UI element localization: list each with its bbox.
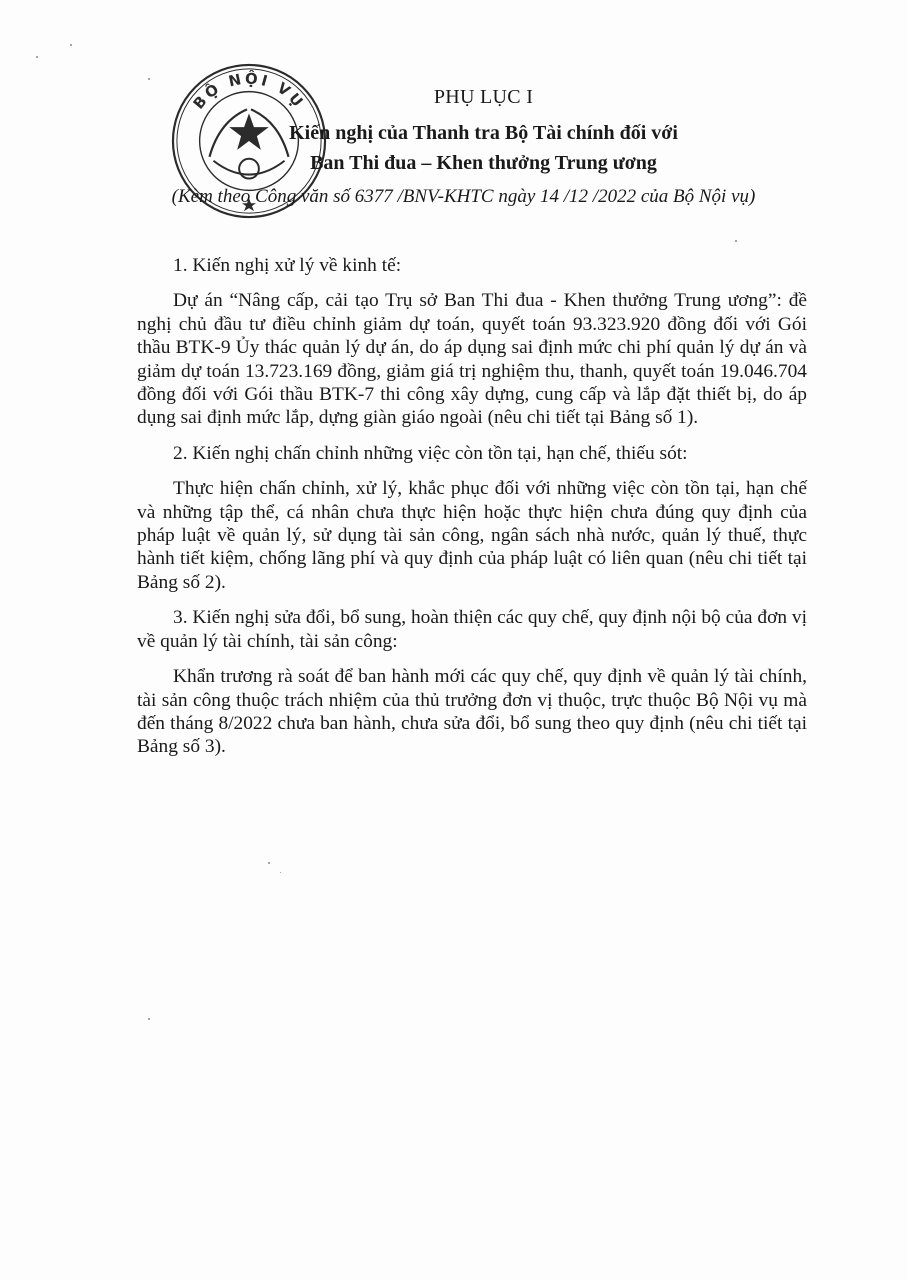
document-body (137, 254, 807, 759)
section-2-text: Thực hiện chấn chỉnh, xử lý, khắc phục đối với những việc còn tồn tại, hạn chế và những tập thể, cá nhân chưa thực hiện hoặc thực hiện chưa đúng quy định của pháp luật về quản lý, sử dụng tài sản công, ngân sách nhà nước, quản lý thuế, thực hành tiết kiệm, chống lãng phí và quy định của pháp luật có liên quan (nêu chi tiết tại Bảng số 2). (137, 478, 807, 593)
scan-speck (70, 44, 72, 46)
page-title: PHỤ LỤC I (433, 86, 534, 108)
attachment-note: (Kèm theo Công văn số 6377 /BNV-KHTC ngày 14 /12 /2022 của Bộ Nội vụ) (171, 186, 756, 207)
section-1-heading: 1. Kiến nghị xử lý về kinh tế: (173, 255, 402, 276)
subtitle-line-1: Kiến nghị của Thanh tra Bộ Tài chính đối với (289, 122, 678, 144)
scan-speck (268, 862, 270, 864)
scan-speck (280, 872, 281, 873)
section-2-heading: 2. Kiến nghị chấn chỉnh những việc còn tồn tại, hạn chế, thiếu sót: (173, 442, 688, 464)
scan-speck (148, 78, 150, 80)
section-3-heading: 3. Kiến nghị sửa đổi, bổ sung, hoàn thiện các quy chế, quy định nội bộ của đơn vị về quản lý tài chính, tài sản công: (137, 607, 807, 652)
svg-text:BỘ NỘI VỤ: BỘ NỘI VỤ (190, 70, 308, 113)
scan-speck (148, 1018, 150, 1020)
section-1-text: Dự án “Nâng cấp, cải tạo Trụ sở Ban Thi đua - Khen thưởng Trung ương”: đề nghị chủ đầu tư điều chỉnh giảm dự toán, quyết toán 93.323.920 đồng đối với Gói thầu BTK-9 Ủy thác quản lý dự án, do áp dụng sai định mức chi phí quản lý dự án và giảm dự toán 13.723.169 đồng, giảm giá trị nghiệm thu, thanh, quyết toán 19.046.704 đồng đối với Gói thầu BTK-7 thi công xây dựng, cung cấp và lắp đặt thiết bị, do áp dụng sai định mức lắp, dựng giàn giáo ngoài (nêu chi tiết tại Bảng số 1). (137, 290, 807, 429)
subtitle-line-2: Ban Thi đua – Khen thưởng Trung ương (310, 152, 657, 174)
scan-speck (735, 240, 737, 242)
scan-speck (36, 56, 38, 58)
section-3-text: Khẩn trương rà soát để ban hành mới các quy chế, quy định về quản lý tài chính, tài sản công thuộc trách nhiệm của thủ trưởng đơn vị thuộc, trực thuộc Bộ Nội vụ mà đến tháng 8/2022 chưa ban hành, chưa sửa đổi, bổ sung theo quy định (nêu chi tiết tại Bảng số 3). (137, 666, 807, 758)
